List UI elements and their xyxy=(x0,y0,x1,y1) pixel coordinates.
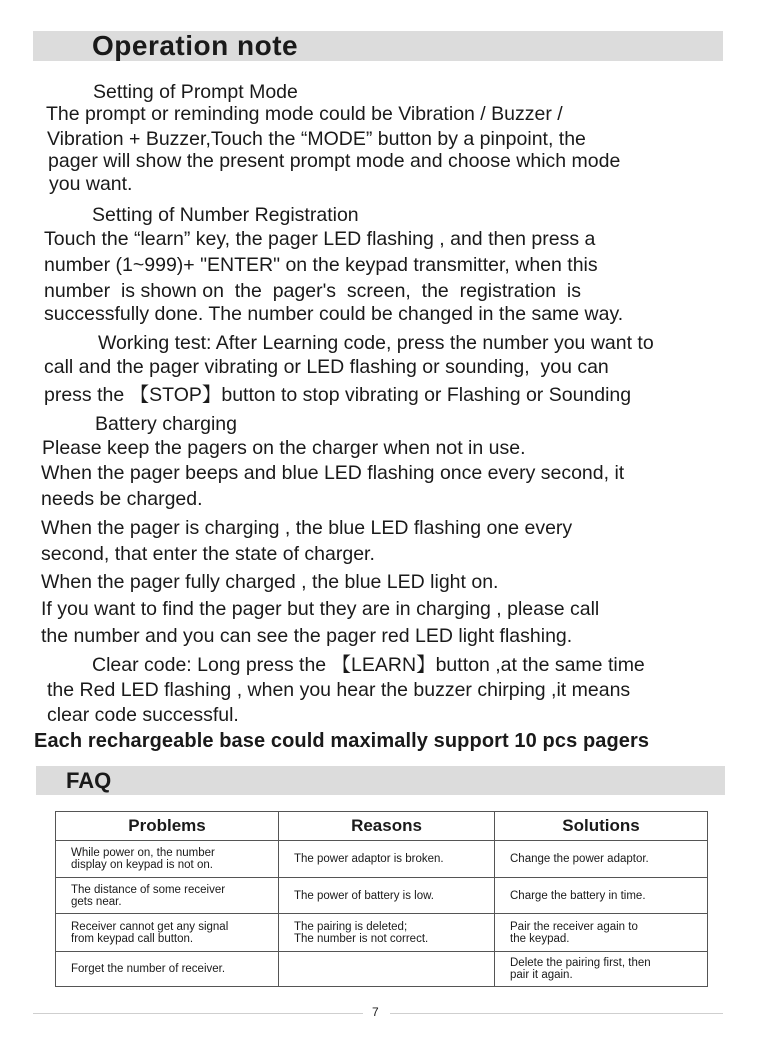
battery-line: second, that enter the state of charger. xyxy=(41,543,375,565)
solution-cell: Pair the receiver again to the keypad. xyxy=(495,914,708,952)
faq-header-row xyxy=(56,812,708,841)
prompt-mode-heading: Setting of Prompt Mode xyxy=(93,81,298,103)
working-test-line: Working test: After Learning code, press the number you want to xyxy=(98,332,654,354)
prompt-mode-line: you want. xyxy=(49,173,133,195)
problem-cell: While power on, the number display on keypad is not on. xyxy=(56,841,279,878)
battery-line: If you want to find the pager but they are in charging , please call xyxy=(41,598,600,620)
reasons-header: Reasons xyxy=(279,812,495,841)
registration-line: successfully done. The number could be changed in the same way. xyxy=(44,303,624,325)
working-test-line: call and the pager vibrating or LED flashing or sounding, you can xyxy=(44,356,609,378)
solution-cell: Change the power adaptor. xyxy=(495,841,708,878)
table-row xyxy=(56,841,708,878)
registration-line: number (1~999)+ "ENTER" on the keypad transmitter, when this xyxy=(44,254,598,276)
battery-heading: Battery charging xyxy=(95,413,237,435)
battery-line: When the pager fully charged , the blue LED light on. xyxy=(41,571,499,593)
prompt-mode-line: Vibration + Buzzer,Touch the “MODE” button by a pinpoint, the xyxy=(47,128,586,150)
solutions-header: Solutions xyxy=(495,812,708,841)
clear-code-line: the Red LED flashing , when you hear the buzzer chirping ,it means xyxy=(47,679,631,701)
prompt-mode-line: pager will show the present prompt mode and choose which mode xyxy=(48,150,621,172)
solution-cell: Delete the pairing first, then pair it again. xyxy=(495,952,708,987)
problem-cell: Receiver cannot get any signal from keypad call button. xyxy=(56,914,279,952)
table-row xyxy=(56,952,708,987)
problem-cell: The distance of some receiver gets near. xyxy=(56,878,279,914)
reason-cell: The power of battery is low. xyxy=(279,878,495,914)
base-capacity-note: Each rechargeable base could maximally support 10 pcs pagers xyxy=(34,730,650,752)
clear-code-line: clear code successful. xyxy=(47,704,239,726)
page-number: 7 xyxy=(372,1005,379,1019)
solution-cell: Charge the battery in time. xyxy=(495,878,708,914)
battery-line: Please keep the pagers on the charger when not in use. xyxy=(42,437,526,459)
battery-line: needs be charged. xyxy=(41,488,203,510)
table-row xyxy=(56,914,708,952)
working-test-line: press the 【STOP】button to stop vibrating or Flashing or Sounding xyxy=(44,384,632,406)
registration-heading: Setting of Number Registration xyxy=(92,204,359,226)
table-row xyxy=(56,878,708,914)
problem-cell: Forget the number of receiver. xyxy=(56,952,279,987)
clear-code-line: Clear code: Long press the 【LEARN】button ,at the same time xyxy=(92,654,645,676)
footer-rule-right xyxy=(390,1013,723,1014)
faq-title: FAQ xyxy=(66,768,112,793)
reason-cell: The pairing is deleted; The number is not correct. xyxy=(279,914,495,952)
prompt-mode-line: The prompt or reminding mode could be Vibration / Buzzer / xyxy=(46,103,563,125)
reason-cell xyxy=(279,952,495,987)
battery-line: the number and you can see the pager red LED light flashing. xyxy=(41,625,573,647)
battery-line: When the pager beeps and blue LED flashing once every second, it xyxy=(41,462,625,484)
footer-rule-left xyxy=(33,1013,363,1014)
registration-line: number is shown on the pager's screen, the registration is xyxy=(44,280,581,302)
battery-line: When the pager is charging , the blue LED flashing one every xyxy=(41,517,573,539)
faq-table xyxy=(55,811,708,987)
operation-title: Operation note xyxy=(92,30,299,61)
faq-header-bar xyxy=(36,766,725,795)
reason-cell: The power adaptor is broken. xyxy=(279,841,495,878)
problems-header: Problems xyxy=(56,812,279,841)
registration-line: Touch the “learn” key, the pager LED flashing , and then press a xyxy=(44,228,596,250)
